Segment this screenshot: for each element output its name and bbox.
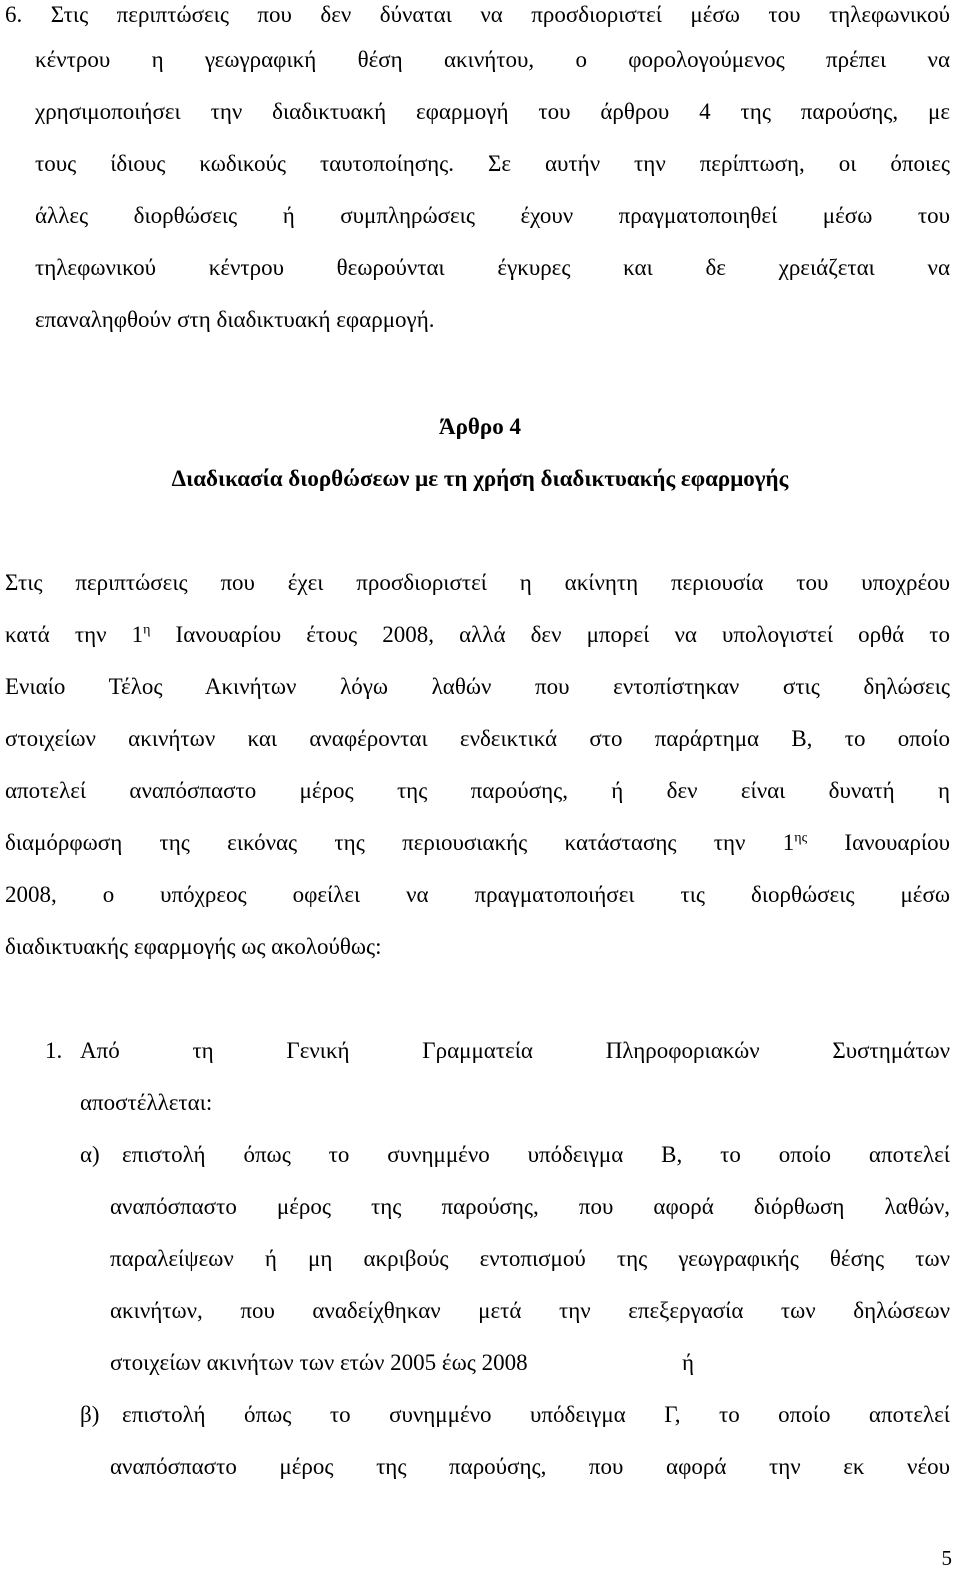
sub-a-line-2: αναπόσπαστο μέρος της παρούσης, που αφορά διόρθωση λαθών, [110,1194,950,1219]
para6-line-4: τους ίδιους κωδικούς ταυτοποίησης. Σε αυτήν την περίπτωση, οι όποιες [35,151,950,176]
article-title: Διαδικασία διορθώσεων με τη χρήση διαδικτυακής εφαρμογής [171,466,789,491]
para6-line-3: χρησιμοποιήσει την διαδικτυακή εφαρμογή του άρθρου 4 της παρούσης, με [35,99,950,124]
item1-line-2: αποστέλλεται: [80,1090,213,1115]
intro-line-8: διαδικτυακής εφαρμογής ως ακολούθως: [5,934,382,959]
intro-line-4: στοιχείων ακινήτων και αναφέρονται ενδεικτικά στο παράρτημα Β, το οποίο [5,726,950,751]
sub-b-line-1: επιστολή όπως το συνημμένο υπόδειγμα Γ, το οποίο αποτελεί [122,1402,950,1427]
item1-marker: 1. [45,1038,63,1063]
intro-line-6: διαμόρφωση της εικόνας της περιουσιακής κατάστασης την $1^{\eta\varsigma}$ Ιανουαρίου [5,830,951,855]
para6-line-6: τηλεφωνικού κέντρου θεωρούνται έγκυρες και δε χρειάζεται να [35,255,950,280]
intro-line-7: 2008, ο υπόχρεος οφείλει να πραγματοποιήσει τις διορθώσεις μέσω [5,882,950,907]
sub-a-line-5-tail: ή [682,1350,695,1375]
intro-line-1: Στις περιπτώσεις που έχει προσδιοριστεί η ακίνητη περιουσία του υποχρέου [5,570,950,595]
sub-a-line-1: επιστολή όπως το συνημμένο υπόδειγμα Β, το οποίο αποτελεί [122,1142,950,1167]
para6-line-7: επαναληφθούν στη διαδικτυακή εφαρμογή. [35,307,435,332]
article-number: Άρθρο 4 [439,414,521,439]
para6-line-5: άλλες διορθώσεις ή συμπληρώσεις έχουν πραγματοποιηθεί μέσω του [35,203,950,228]
sub-b-line-2: αναπόσπαστο μέρος της παρούσης, που αφορά την εκ νέου [110,1454,950,1479]
sub-a-marker: α) [80,1142,100,1167]
sub-b-marker: β) [80,1402,100,1427]
ordinal-superscript: ης [794,830,808,846]
para6-line-1: 6. Στις περιπτώσεις που δεν δύναται να προσδιοριστεί μέσω του τηλεφωνικού [5,2,950,27]
sub-a-line-4: ακινήτων, που αναδείχθηκαν μετά την επεξεργασία των δηλώσεων [110,1298,950,1323]
intro-line-2: κατά την $1^\eta$ Ιανουαρίου έτους 2008, αλλά δεν μπορεί να υπολογιστεί ορθά το [5,622,950,647]
sub-a-line-5: στοιχείων ακινήτων των ετών 2005 έως 2008 [110,1350,528,1375]
para6-line-2: κέντρου η γεωγραφική θέση ακινήτου, ο φορολογούμενος πρέπει να [35,47,950,72]
page-number: 5 [941,1546,952,1570]
item1-line-1: Από τη Γενική Γραμματεία Πληροφοριακών Συστημάτων [80,1038,950,1063]
intro-line-5: αποτελεί αναπόσπαστο μέρος της παρούσης, ή δεν είναι δυνατή η [5,778,950,803]
sub-a-line-3: παραλείψεων ή μη ακριβούς εντοπισμού της γεωγραφικής θέσης των [110,1246,950,1271]
ordinal-superscript: η [143,622,151,638]
intro-line-3: Ενιαίο Τέλος Ακινήτων λόγω λαθών που εντοπίστηκαν στις δηλώσεις [5,674,950,699]
